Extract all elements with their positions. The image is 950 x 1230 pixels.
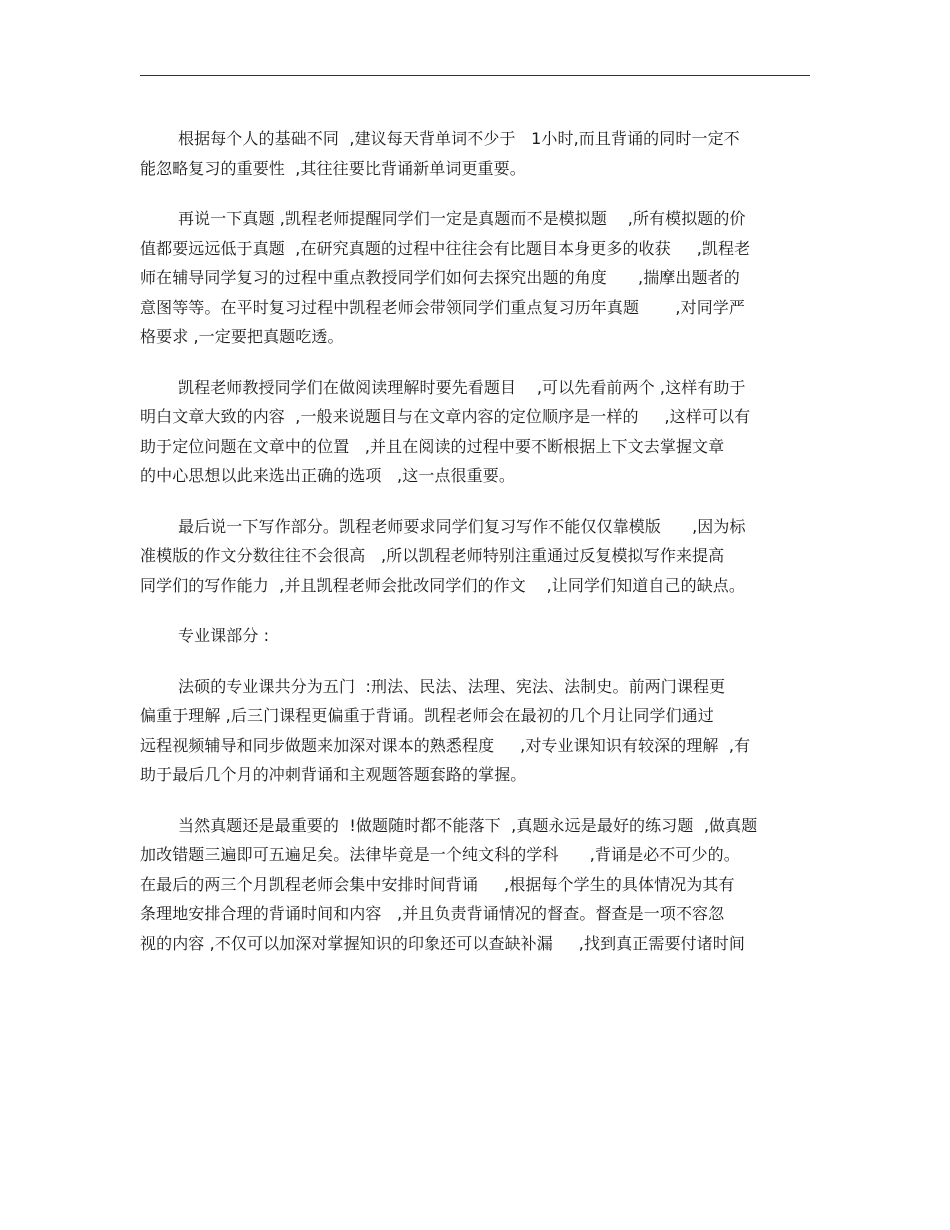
- text-line: 值都要远远低于真题 ,在研究真题的过程中往往会有比题目本身更多的收获 ,凯程老: [140, 238, 751, 258]
- document-body: [140, 124, 810, 979]
- text-line: 在最后的两三个月凯程老师会集中安排时间背诵 ,根据每个学生的具体情况为其有: [140, 874, 735, 894]
- section-heading-professional-courses: [140, 621, 810, 651]
- text-line: 准模版的作文分数往往不会很高 ,所以凯程老师特别注重通过反复模拟写作来提高: [140, 546, 725, 565]
- text-line: 意图等等。在平时复习过程中凯程老师会带领同学们重点复习历年真题 ,对同学严: [140, 297, 745, 317]
- text-line: 偏重于理解 ,后三门课程更偏重于背诵。凯程老师会在最初的几个月让同学们通过: [140, 706, 714, 725]
- section-heading: 专业课部分 :: [178, 626, 270, 645]
- text-line: 远程视频辅导和同步做题来加深对课本的熟悉程度 ,对专业课知识有较深的理解 ,有: [140, 735, 751, 755]
- text-line: 助于定位问题在文章中的位置 ,并且在阅读的过程中要不断根据上下文去掌握文章: [140, 436, 725, 456]
- paragraph-reading-comprehension: [140, 373, 810, 491]
- text-line: 视的内容 ,不仅可以加深对掌握知识的印象还可以查缺补漏 ,找到真正需要付诸时间: [140, 933, 745, 953]
- paragraph-professional-courses: [140, 672, 810, 790]
- text-line: 根据每个人的基础不同 ,建议每天背单词不少于 1小时,而且背诵的同时一定不: [178, 129, 740, 148]
- text-line: 明白文章大致的内容 ,一般来说题目与在文章内容的定位顺序是一样的 ,这样可以有: [140, 407, 751, 426]
- text-line: 格要求 ,一定要把真题吃透。: [140, 327, 344, 346]
- header-rule: [140, 75, 810, 76]
- text-line: 的中心思想以此来选出正确的选项 ,这一点很重要。: [140, 466, 515, 485]
- text-line: 当然真题还是最重要的 !做题随时都不能落下 ,真题永远是最好的练习题 ,做真题: [178, 815, 758, 835]
- text-line: 同学们的写作能力 ,并且凯程老师会批改同学们的作文 ,让同学们知道自己的缺点。: [140, 575, 745, 595]
- paragraph-past-exams: [140, 204, 810, 352]
- paragraph-word-memorization: [140, 124, 810, 183]
- text-line: 凯程老师教授同学们在做阅读理解时要先看题目 ,可以先看前两个 ,这样有助于: [178, 377, 746, 397]
- text-line: 助于最后几个月的冲刺背诵和主观题答题套路的掌握。: [140, 765, 527, 784]
- paragraph-exam-practice: [140, 811, 810, 959]
- text-line: 最后说一下写作部分。凯程老师要求同学们复习写作不能仅仅靠模版 ,因为标: [178, 516, 746, 536]
- paragraph-writing: [140, 512, 810, 601]
- text-line: 师在辅导同学复习的过程中重点教授同学们如何去探究出题的角度 ,揣摩出题者的: [140, 268, 740, 287]
- text-line: 条理地安排合理的背诵时间和内容 ,并且负责背诵情况的督查。督查是一项不容忽: [140, 904, 725, 923]
- text-line: 再说一下真题 ,凯程老师提醒同学们一定是真题而不是模拟题 ,所有模拟题的价: [178, 209, 746, 228]
- text-line: 能忽略复习的重要性 ,其往往要比背诵新单词更重要。: [140, 158, 526, 178]
- text-line: 法硕的专业课共分为五门 :刑法、民法、法理、宪法、法制史。前两门课程更: [178, 676, 726, 696]
- text-line: 加改错题三遍即可五遍足矣。法律毕竟是一个纯文科的学科 ,背诵是必不可少的。: [140, 845, 740, 864]
